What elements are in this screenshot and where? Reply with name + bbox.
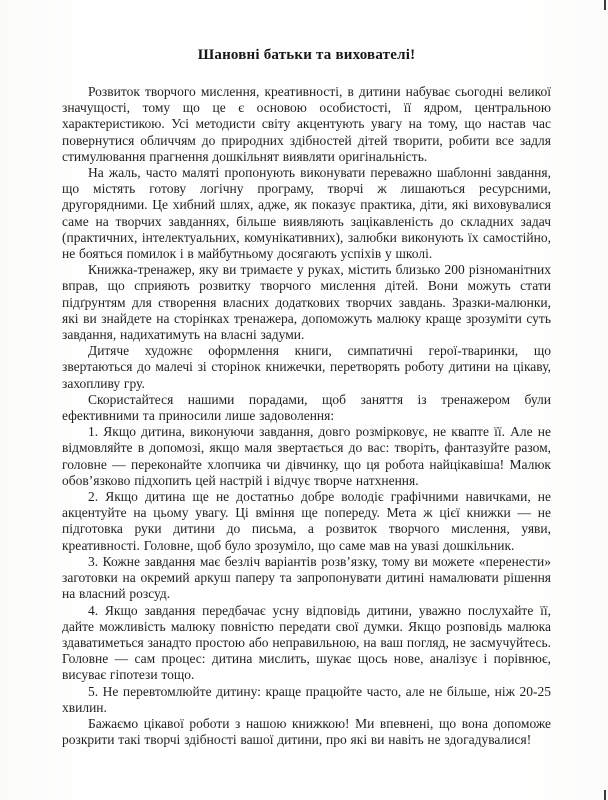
advice-item-4: 4. Якщо завдання передбачає усну відповідь дитини, уважно послухайте її, дайте можливість малюку повністю передати свої думки. Якщо розповідь малюка здаватиметься занадто простою або неправильною, на ваш погляд, не засмучуйтесь. Головне — сам процес: дитина мислить, шукає щось нове, аналізує і порівнює, висуває гіпотези тощо. bbox=[62, 602, 551, 683]
page-title: Шановні батьки та вихователі! bbox=[197, 47, 416, 63]
foreword-text bbox=[62, 84, 551, 748]
advice-item-5: 5. Не перевтомлюйте дитину: краще працюйте часто, але не більше, ніж 20-25 хвилин. bbox=[62, 683, 551, 715]
paragraph-intro-2: На жаль, часто маляті пропонують виконувати переважно шаблонні завдання, що містять готову логічну програму, творчі ж лишаються ресурсними, другорядними. Це хибний шлях, адже, як показує практика, діти, які виховувалися саме на творчих завданнях, більше виявляють зацікавленість до складних задач (практичних, інтелектуальних, комунікативних), залюбки виконують їх самостійно, не бояться помилок і в майбутньому досягають успіхів у школі. bbox=[62, 165, 551, 262]
page-text-block bbox=[62, 46, 551, 748]
paragraph-intro-3: Книжка-тренажер, яку ви тримаєте у руках, містить близько 200 різноманітних вправ, що сприяють розвитку творчого мислення дітей. Вони можуть стати підґрунтям для створення власних додаткових творчих завдань. Зразки-малюнки, які ви знайдете на сторінках тренажера, допоможуть малюку краще зрозуміти суть завдання, надихатимуть на власні задуми. bbox=[62, 262, 551, 343]
paragraph-intro-1: Розвиток творчого мислення, креативності, в дитини набуває сьогодні великої значущості, тому що це є основою особистості, її ядром, центральною характеристикою. Усі методисти світу акцентують увагу на тому, що настав час повернутися обличчям до природних здібностей дітей творити, робити все задля стимулювання прагнення дошкільнят виявляти оригінальність. bbox=[62, 84, 551, 164]
crop-mark-top-right bbox=[604, 0, 606, 10]
crop-mark-bottom-right bbox=[604, 790, 606, 800]
paragraph-closing: Бажаємо цікавої роботи з нашою книжкою! Ми впевнені, що вона допоможе розкрити такі творчі здібності вашої дитини, про які ви навіть не здогадувалися! bbox=[62, 715, 551, 748]
advice-item-1: 1. Якщо дитина, виконуючи завдання, довго розмірковує, не квапте її. Але не відмовляйте в допомозі, якщо маля звертається до вас: творіть, фантазуйте разом, головне — переконайте хлопчика чи дівчинку, що ця робота найцікавіша! Малюк обов’язково підхопить цей настрій і відчує творче натхнення. bbox=[62, 424, 551, 488]
paragraph-intro-4: Дитяче художнє оформлення книги, симпатичні герої-тваринки, що звертаються до малечі зі сторінок книжечки, перетворять роботу дитини на цікаву, захопливу гру. bbox=[62, 343, 551, 391]
advice-item-2: 2. Якщо дитина ще не достатньо добре володіє графічними навичками, не акцентуйте на цьому увагу. Ці вміння ще попереду. Мета ж цієї книжки — не підготовка руки дитини до письма, а розвиток творчого мислення, уяви, креативності. Головне, щоб було зрозуміло, що саме мав на увазі дошкільник. bbox=[62, 489, 551, 553]
advice-item-3: 3. Кожне завдання має безліч варіантів розв’язку, тому ви можете «перенести» заготовки на окремий аркуш паперу та запропонувати дитині намалювати рішення на власний розсуд. bbox=[62, 553, 551, 602]
paragraph-advice-lead: Скористайтеся нашими порадами, щоб заняття із тренажером були ефективними та приносили лише задоволення: bbox=[62, 391, 551, 424]
